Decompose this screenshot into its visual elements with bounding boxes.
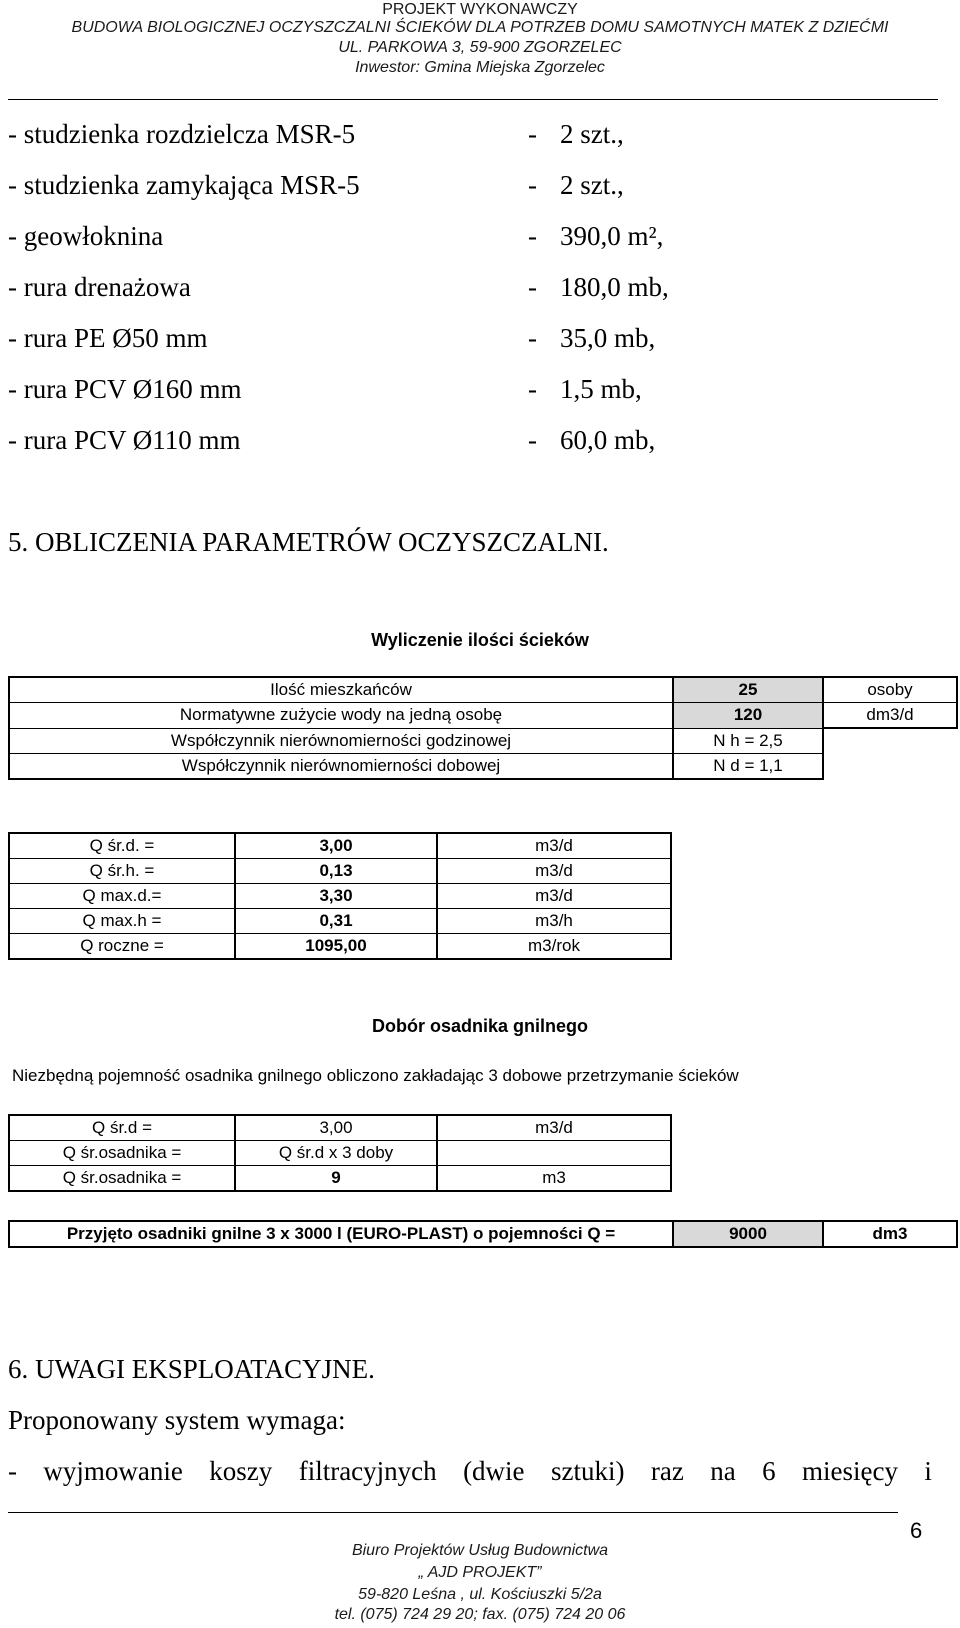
tank-title: Dobór osadnika gnilnego [371,1016,588,1036]
footer-line-1: Biuro Projektów Usług Budownictwa [351,1542,609,1559]
tank-label: Q śr.osadnika = [9,1166,235,1192]
tank-value: 9 [235,1166,437,1192]
flow-unit: m3/d [437,884,671,909]
word: i [924,1456,932,1486]
section-6-title: 6. UWAGI EKSPLOATACYJNE. [8,1354,375,1384]
flows-table [8,832,672,960]
material-name: - rura drenażowa [8,272,191,302]
flow-label: Q max.d.= [9,884,235,909]
material-dash: - [528,119,537,149]
table-row [9,1115,671,1141]
tank-unit: m3/d [437,1115,671,1141]
tank-unit: m3 [542,1168,566,1187]
table-row [9,1221,957,1247]
tank-unit [437,1141,671,1166]
material-dash: - [528,323,537,353]
accepted-unit: dm3 [872,1224,908,1243]
material-qty: 2 szt., [560,119,624,149]
flow-unit: m3/d [437,859,671,884]
system-intro: Proponowany system wymaga: [8,1405,346,1435]
word: sztuki) [550,1456,625,1486]
header-rule [8,99,938,100]
system-line [8,1455,932,1487]
param-unit: dm3/d [823,703,957,729]
table-row [9,909,671,934]
word: (dwie [463,1456,525,1486]
word: koszy [209,1456,273,1486]
material-dash: - [528,374,537,404]
tank-label: Q śr.osadnika = [9,1141,235,1166]
material-dash: - [528,272,537,302]
tank-label: Q śr.d = [9,1115,235,1141]
table-row [9,1166,671,1192]
header-line-1: PROJEKT WYKONAWCZY [382,1,578,18]
word: miesięcy [802,1456,898,1486]
material-dash: - [528,221,537,251]
flow-value: 1095,00 [235,934,437,960]
accepted-value: 9000 [673,1221,823,1247]
flow-label: Q roczne = [9,934,235,960]
header-line-3: UL. PARKOWA 3, 59-900 ZGORZELEC [338,39,622,56]
flow-label: Q śr.d. = [9,833,235,859]
table-row [9,833,671,859]
flow-unit: m3/h [437,909,671,934]
accepted-table [8,1220,958,1248]
footer-line-2: „ AJD PROJEKT” [418,1564,542,1581]
material-qty: 1,5 mb, [560,374,642,404]
table-row [9,1141,671,1166]
flow-value: 0,13 [235,859,437,884]
param-unit: osoby [823,677,957,703]
material-name: - geowłoknina [8,221,164,251]
material-dash: - [528,170,537,200]
material-qty: 390,0 m², [560,221,664,251]
table-row [9,753,957,779]
param-value: 120 [673,703,823,729]
material-name: - rura PCV Ø160 mm [8,374,242,404]
flow-value: 0,31 [235,909,437,934]
table-row [9,677,957,703]
material-qty: 2 szt., [560,170,624,200]
material-name: - studzienka rozdzielcza MSR-5 [8,119,356,149]
param-label: Współczynnik nierównomierności dobowej [9,753,673,779]
tank-value: 3,00 [235,1115,437,1141]
material-qty: 60,0 mb, [560,425,656,455]
material-qty: 180,0 mb, [560,272,669,302]
material-dash: - [528,425,537,455]
flow-value: 3,30 [235,884,437,909]
section-5-title: 5. OBLICZENIA PARAMETRÓW OCZYSZCZALNI. [8,527,609,557]
table-row [9,728,957,753]
footer-line-4: tel. (075) 724 29 20; fax. (075) 724 20 06 [334,1606,626,1623]
param-value: 25 [673,677,823,703]
word: raz [650,1456,684,1486]
word: wyjmowanie [43,1456,183,1486]
word: filtracyjnych [298,1456,437,1486]
param-label: Współczynnik nierównomierności godzinowej [9,728,673,753]
word: na [710,1456,736,1486]
footer-line-3: 59-820 Leśna , ul. Kościuszki 5/2a [358,1586,602,1603]
param-label: Normatywne zużycie wody na jedną osobę [9,703,673,729]
accepted-text: Przyjęto osadniki gnilne 3 x 3000 l (EURO-PLAST) o pojemności Q = [9,1221,673,1247]
param-value: N h = 2,5 [673,728,823,753]
material-name: - rura PE Ø50 mm [8,323,208,353]
table-row [9,934,671,960]
tank-table [8,1114,672,1192]
word: 6 [762,1456,776,1486]
tank-value: Q śr.d x 3 doby [235,1141,437,1166]
flow-unit: m3/d [437,833,671,859]
tank-note: Niezbędną pojemność osadnika gnilnego obliczono zakładając 3 dobowe przetrzymanie ścieków [12,1066,739,1085]
page-number: 6 [910,1518,923,1543]
material-name: - studzienka zamykająca MSR-5 [8,170,360,200]
param-label: Ilość mieszkańców [9,677,673,703]
params-table [8,676,958,780]
param-value: N d = 1,1 [673,753,823,779]
table-row [9,884,671,909]
table-row [9,703,957,729]
footer-rule [8,1512,898,1513]
material-qty: 35,0 mb, [560,323,656,353]
flow-label: Q śr.h. = [9,859,235,884]
flow-label: Q max.h = [9,909,235,934]
header-line-2: BUDOWA BIOLOGICZNEJ OCZYSZCZALNI ŚCIEKÓW DLA POTRZEB DOMU SAMOTNYCH MATEK Z DZIEĆMI [71,19,889,36]
material-name: - rura PCV Ø110 mm [8,425,241,455]
flow-unit: m3/rok [528,936,580,955]
table-row [9,859,671,884]
word: - [8,1456,17,1486]
calc-title: Wyliczenie ilości ścieków [371,630,589,650]
header-line-4: Inwestor: Gmina Miejska Zgorzelec [355,59,605,76]
flow-value: 3,00 [235,833,437,859]
